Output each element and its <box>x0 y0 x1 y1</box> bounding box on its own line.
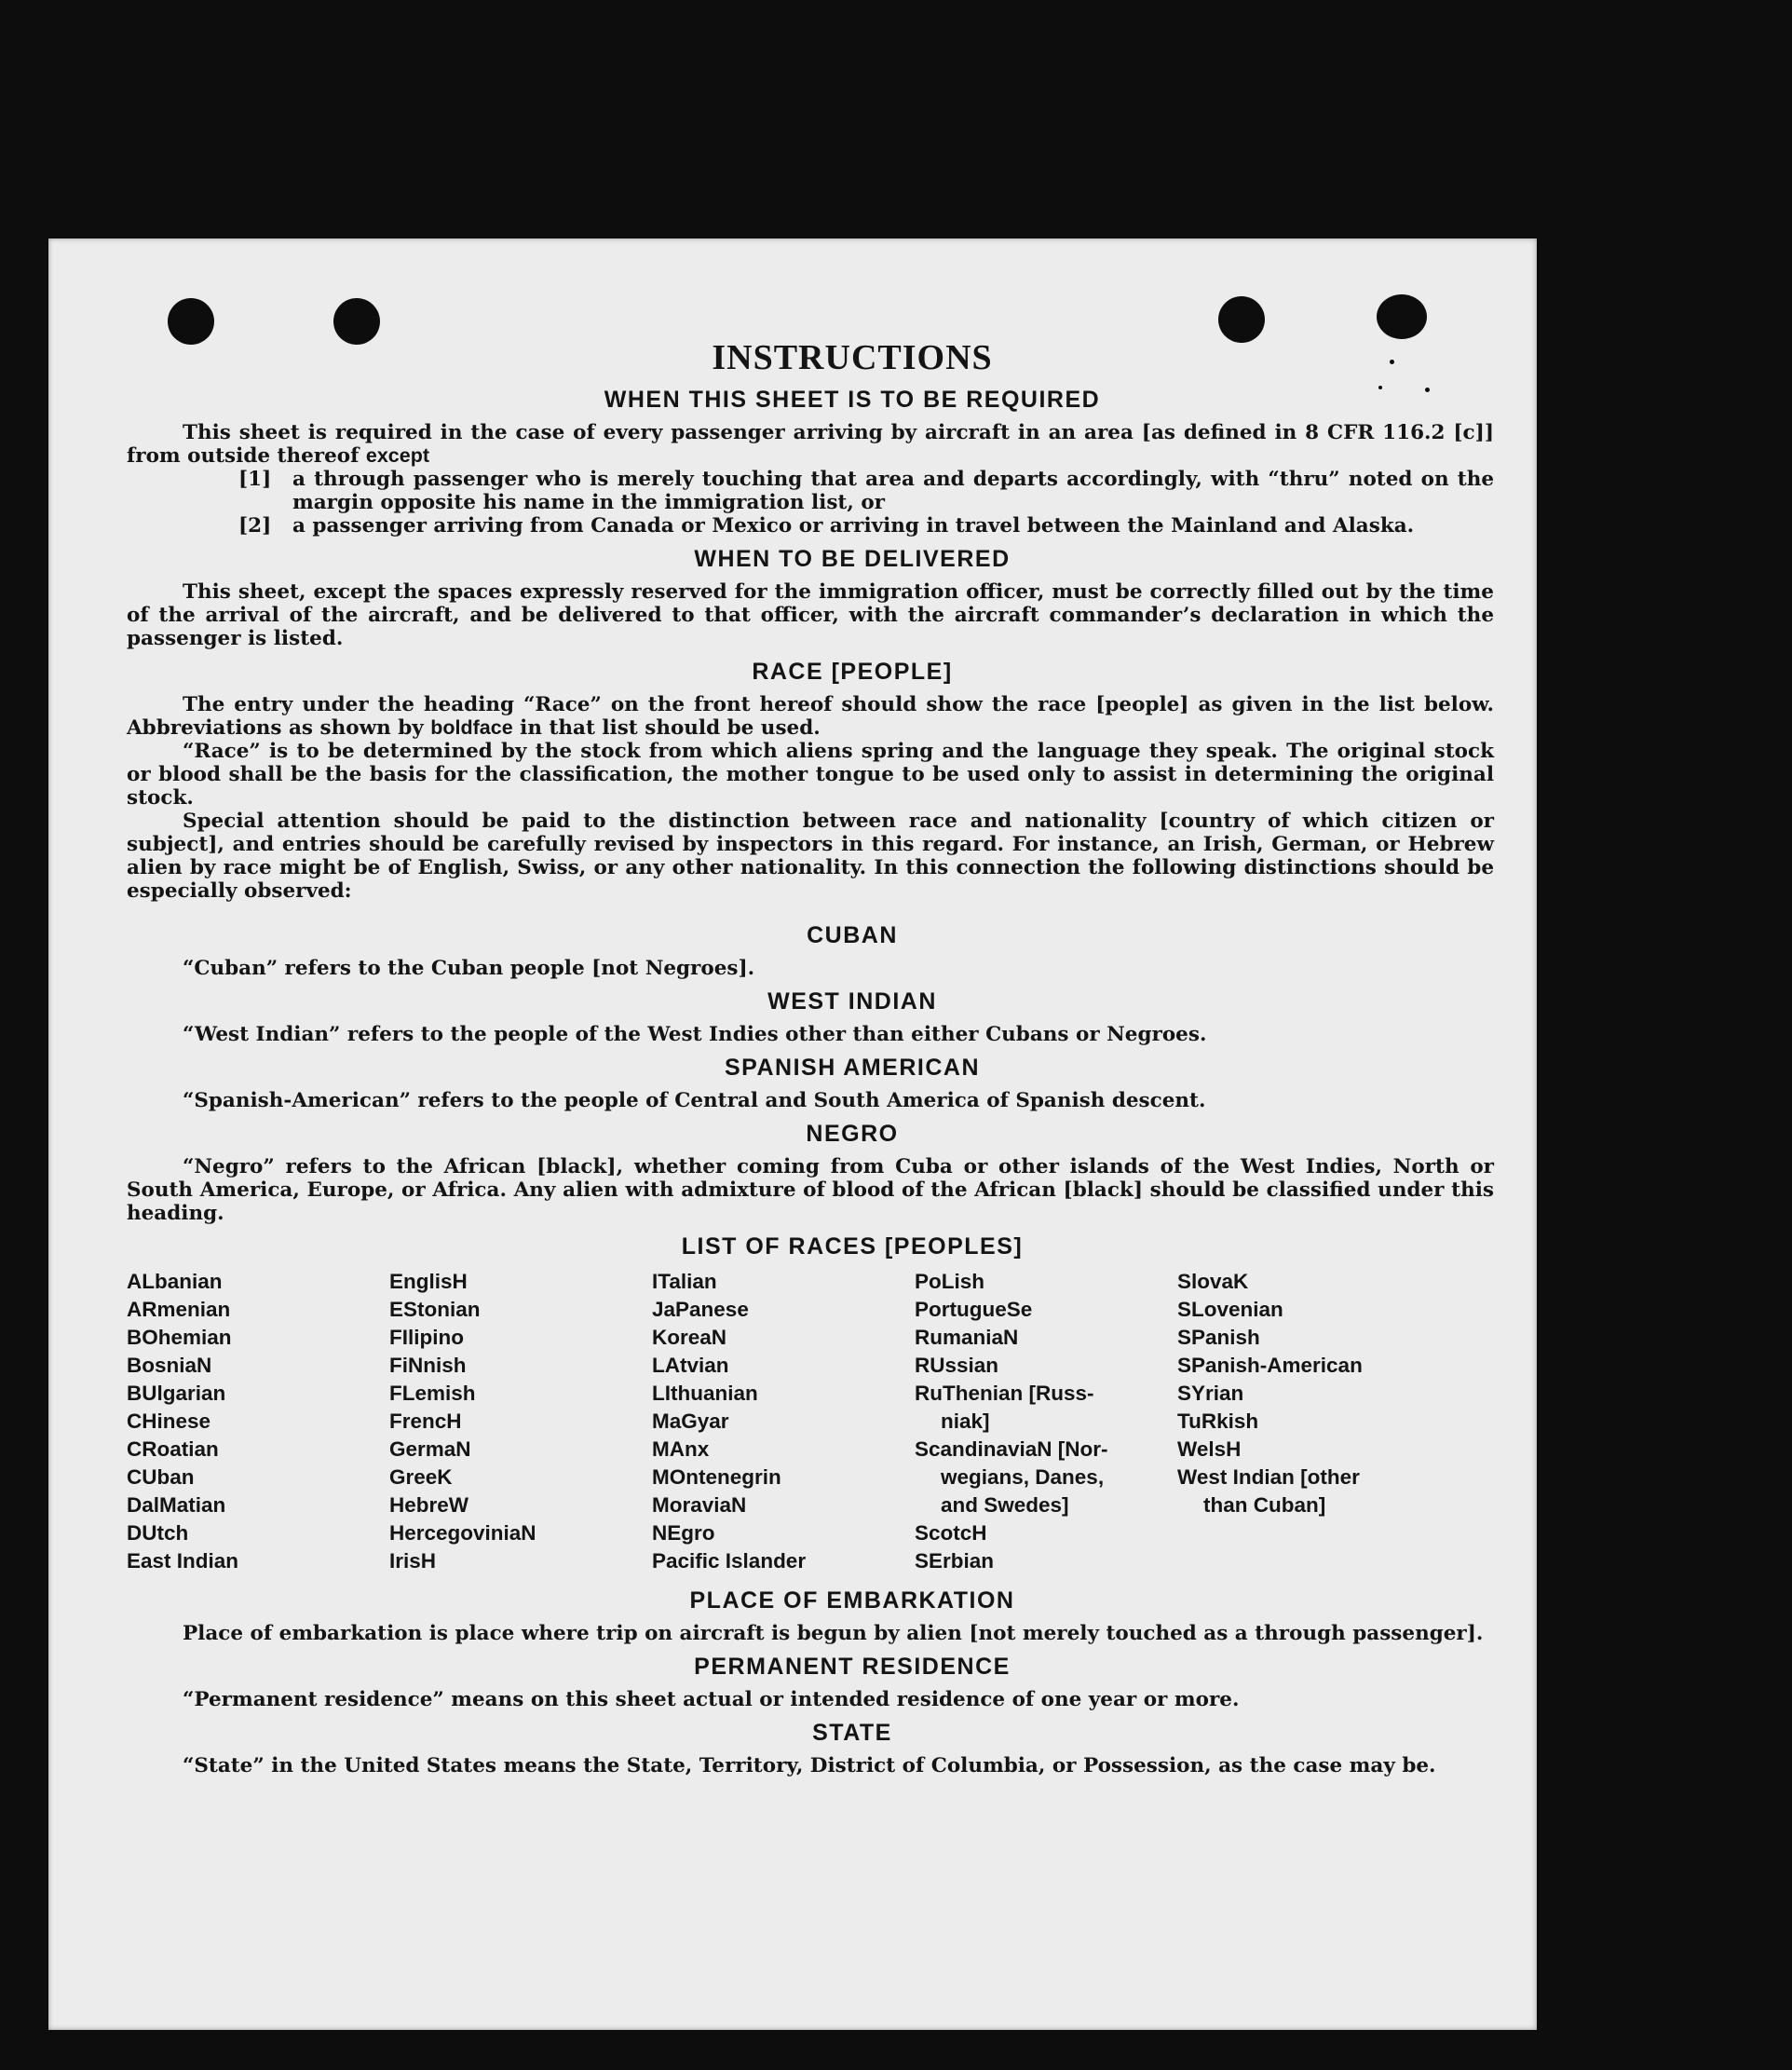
race-item: SPanish-American <box>1177 1354 1363 1377</box>
race-item: NEgro <box>652 1521 715 1545</box>
race-item: MoraviaN <box>652 1493 747 1517</box>
heading-list-of-races: LIST OF RACES [PEOPLES] <box>681 1233 1024 1260</box>
instruction-sheet <box>48 238 1537 2030</box>
heading-spanish-american: SPANISH AMERICAN <box>724 1055 980 1081</box>
heading-west-indian: WEST INDIAN <box>767 988 937 1015</box>
west-indian-text: “West Indian” refers to the people of the West Indies other than either Cubans or Negroes. <box>183 1023 1207 1046</box>
races-column-3 <box>652 1268 915 1575</box>
race-item: BUlgarian <box>127 1382 226 1405</box>
race-item: MaGyar <box>652 1410 729 1433</box>
race-item: CRoatian <box>127 1437 219 1461</box>
race-item: than Cuban] <box>1203 1493 1326 1517</box>
race-item: TuRkish <box>1177 1410 1259 1433</box>
sheet-content <box>127 337 1494 1777</box>
race-item: LIthuanian <box>652 1382 758 1405</box>
race-item: SErbian <box>915 1549 995 1573</box>
race-item: HercegoviniaN <box>389 1521 536 1545</box>
heading-cuban: CUBAN <box>807 922 898 948</box>
embarkation-text: Place of embarkation is place where trip on aircraft is begun by alien [not merely touched as a through passenger]. <box>183 1622 1484 1645</box>
heading-residence: PERMANENT RESIDENCE <box>694 1654 1011 1680</box>
heading-embarkation: PLACE OF EMBARKATION <box>689 1587 1015 1614</box>
race-item: ALbanian <box>127 1270 223 1293</box>
race-item: BosniaN <box>127 1354 212 1377</box>
race-item: SPanish <box>1177 1326 1260 1349</box>
race-item: GreeK <box>389 1465 453 1489</box>
race-item: PoLish <box>915 1270 985 1293</box>
punch-hole-3 <box>1218 296 1265 343</box>
required-item-2: [2] a passenger arriving from Canada or Mexico or arriving in travel between the Mainland and Alaska. <box>238 514 1415 538</box>
punch-hole-4 <box>1377 294 1427 339</box>
races-column-4 <box>915 1268 1177 1575</box>
race-item: KoreaN <box>652 1326 727 1349</box>
page-title: INSTRUCTIONS <box>712 338 993 377</box>
race-paragraph-1: The entry under the heading “Race” on the front hereof should show the race [people] as given in the list below. Abbreviations as shown by boldface in that list should be used. <box>127 693 1494 740</box>
race-item: ScotcH <box>915 1521 987 1545</box>
race-item: EnglisH <box>389 1270 468 1293</box>
race-item: FIlipino <box>389 1326 464 1349</box>
race-item: IrisH <box>389 1549 437 1573</box>
race-item: RUssian <box>915 1354 999 1377</box>
race-item: FiNnish <box>389 1354 467 1377</box>
cuban-text: “Cuban” refers to the Cuban people [not Negroes]. <box>183 957 755 980</box>
spanish-american-text: “Spanish-American” refers to the people of Central and South America of Spanish descent. <box>183 1089 1206 1112</box>
negro-text: “Negro” refers to the African [black], whether coming from Cuba or other islands of the West Indies, North or South America, Europe, or Africa. Any alien with admixture of blood of the African [black] should be classified under this heading. <box>127 1155 1494 1225</box>
required-intro: This sheet is required in the case of every passenger arriving by aircraft in an area [as defined in 8 CFR 116.2 [c]] from outside thereof except <box>127 421 1494 468</box>
race-item: Pacific Islander <box>652 1549 807 1573</box>
heading-negro: NEGRO <box>806 1121 899 1147</box>
state-text: “State” in the United States means the State, Territory, District of Columbia, or Possession, as the case may be. <box>183 1754 1436 1777</box>
race-item: HebreW <box>389 1493 469 1517</box>
race-paragraph-3: Special attention should be paid to the distinction between race and nationality [country of which citizen or subject], and entries should be carefully revised by inspectors in this regard. For instance, an Irish, German, or Hebrew alien by race might be of English, Swiss, or any other nationality. In this connection the following distinctions should be especially observed: <box>127 810 1494 903</box>
race-item: FLemish <box>389 1382 476 1405</box>
race-item: BOhemian <box>127 1326 232 1349</box>
race-item: RuThenian [Russ- <box>915 1382 1094 1405</box>
race-item: wegians, Danes, <box>941 1465 1105 1489</box>
races-list <box>127 1268 1494 1575</box>
race-item: niak] <box>941 1410 990 1433</box>
race-item: ITalian <box>652 1270 717 1293</box>
race-item: MOntenegrin <box>652 1465 781 1489</box>
heading-race: RACE [PEOPLE] <box>752 659 953 685</box>
heading-required: WHEN THIS SHEET IS TO BE REQUIRED <box>604 387 1101 413</box>
race-item: CUban <box>127 1465 195 1489</box>
race-item: DalMatian <box>127 1493 226 1517</box>
race-item: LAtvian <box>652 1354 729 1377</box>
race-item: PortugueSe <box>915 1298 1033 1321</box>
heading-state: STATE <box>812 1720 892 1746</box>
race-item: CHinese <box>127 1410 211 1433</box>
heading-delivered: WHEN TO BE DELIVERED <box>694 546 1011 572</box>
races-column-1 <box>127 1268 389 1575</box>
race-item: and Swedes] <box>941 1493 1069 1517</box>
race-item: ARmenian <box>127 1298 231 1321</box>
race-paragraph-2: “Race” is to be determined by the stock from which aliens spring and the language they speak. The original stock or blood shall be the basis for the classification, the mother tongue to be used only to assist in determining the original stock. <box>127 740 1494 810</box>
races-column-5 <box>1177 1268 1440 1575</box>
race-item: SlovaK <box>1177 1270 1249 1293</box>
race-item: DUtch <box>127 1521 189 1545</box>
race-item: ScandinaviaN [Nor- <box>915 1437 1108 1461</box>
residence-text: “Permanent residence” means on this sheet actual or intended residence of one year or more. <box>183 1688 1240 1711</box>
race-item: GermaN <box>389 1437 471 1461</box>
race-item: SLovenian <box>1177 1298 1283 1321</box>
delivered-text: This sheet, except the spaces expressly reserved for the immigration officer, must be correctly filled out by the time of the arrival of the aircraft, and be delivered to that officer, with the aircraft commander’s declaration in which the passenger is listed. <box>127 580 1494 650</box>
race-item: FrencH <box>389 1410 462 1433</box>
race-item: East Indian <box>127 1549 239 1573</box>
race-item: JaPanese <box>652 1298 749 1321</box>
race-item: SYrian <box>1177 1382 1244 1405</box>
race-item: MAnx <box>652 1437 710 1461</box>
race-item: West Indian [other <box>1177 1465 1360 1489</box>
race-item: WelsH <box>1177 1437 1242 1461</box>
races-column-2 <box>389 1268 652 1575</box>
race-item: EStonian <box>389 1298 481 1321</box>
required-item-1: [1] a through passenger who is merely touching that area and departs accordingly, with “thru” noted on the margin opposite his name in the immigration list, or <box>238 468 1494 514</box>
race-item: RumaniaN <box>915 1326 1019 1349</box>
